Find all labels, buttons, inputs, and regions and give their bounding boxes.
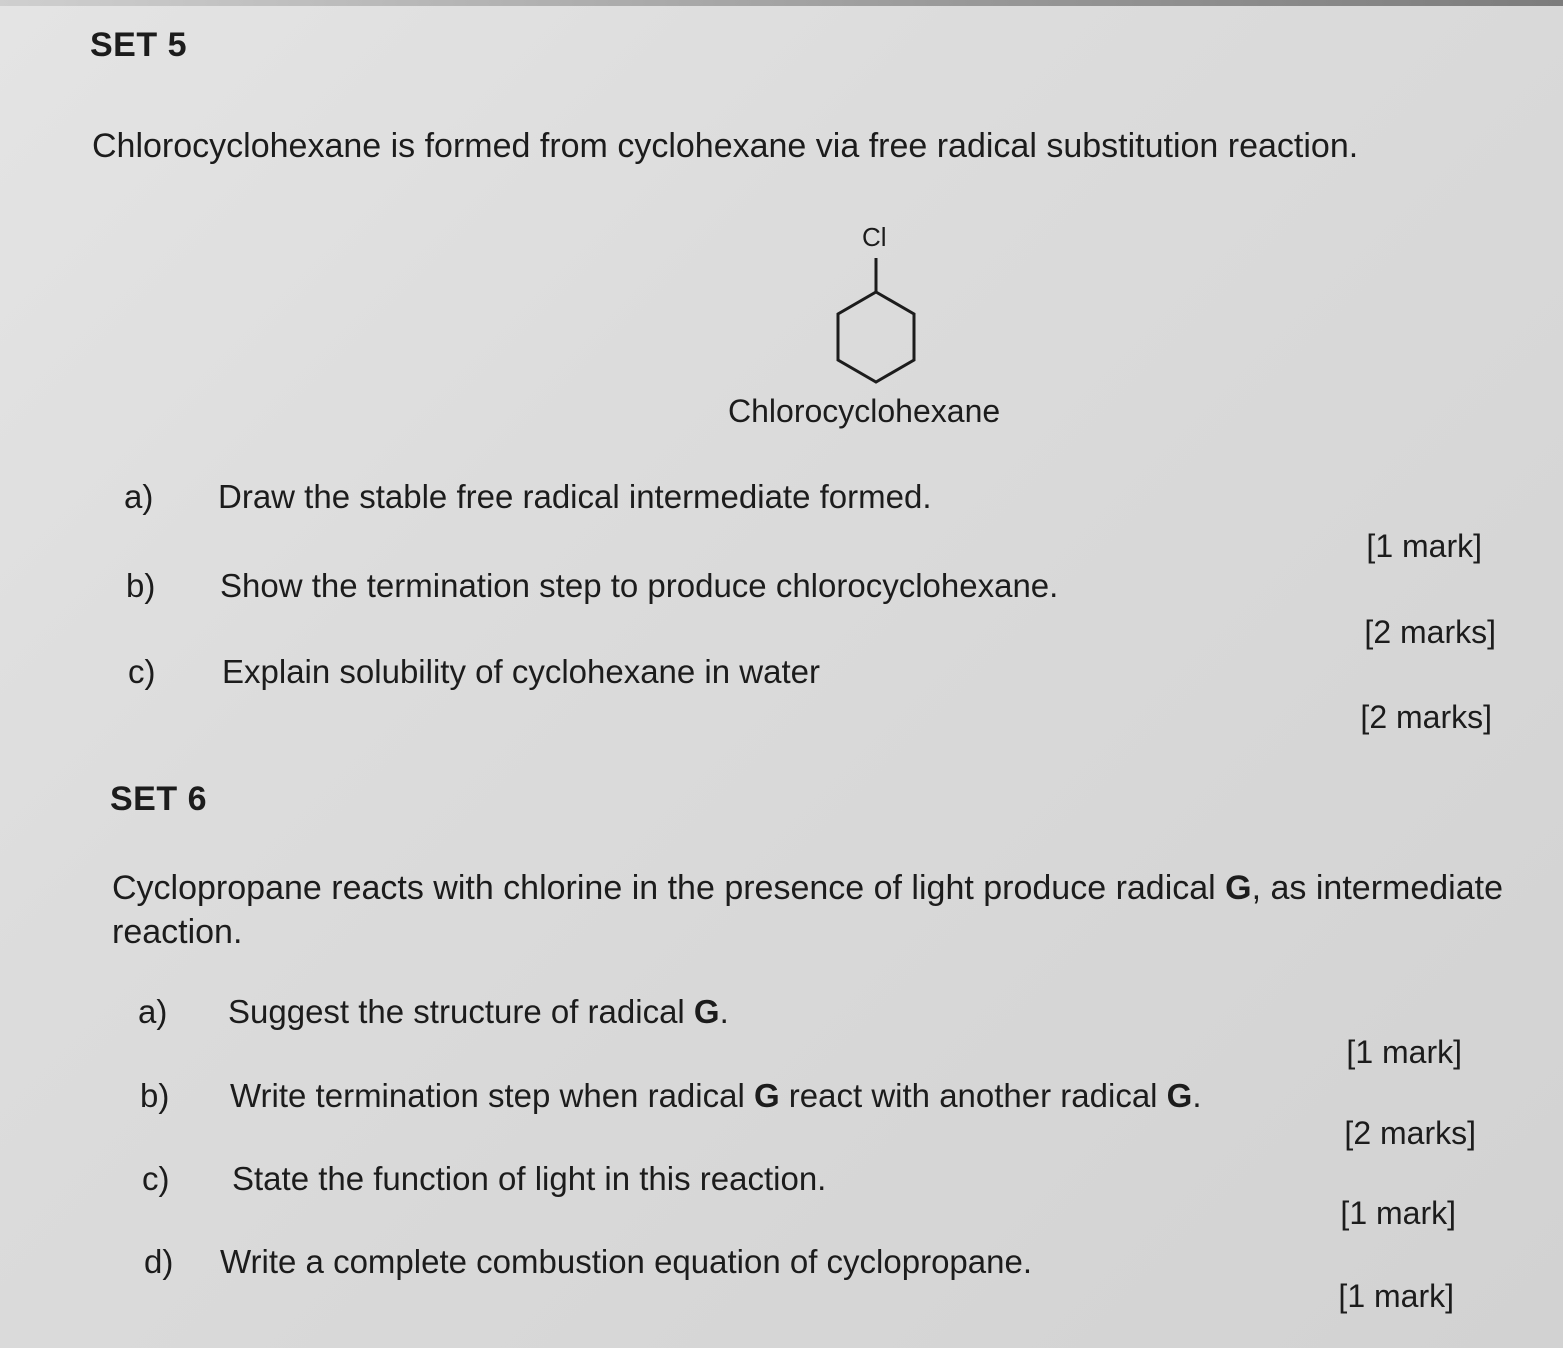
question-text: Suggest the structure of radical G. — [228, 993, 729, 1030]
set5-question-c-marks: [2 marks] — [1360, 699, 1492, 735]
set6-intro-line2: reaction. — [112, 913, 243, 951]
set6-question-c — [142, 1160, 942, 1200]
set5-heading: SET 5 — [90, 26, 187, 64]
question-letter: b) — [140, 1077, 170, 1114]
question-text: State the function of light in this reaction. — [232, 1160, 827, 1197]
question-letter: d) — [144, 1243, 174, 1280]
question-text: Write termination step when radical G react with another radical G. — [230, 1077, 1202, 1114]
set6-question-b — [140, 1077, 1260, 1117]
molecule-name: Chlorocyclohexane — [728, 393, 1001, 429]
set6-question-d — [144, 1243, 1144, 1283]
set5-question-b-marks: [2 marks] — [1364, 614, 1496, 650]
set5-question-c — [128, 653, 928, 693]
question-letter: a) — [124, 478, 154, 515]
set6-question-b-marks: [2 marks] — [1344, 1115, 1476, 1151]
set6-question-c-marks: [1 mark] — [1340, 1195, 1456, 1231]
question-letter: c) — [128, 653, 156, 690]
chlorocyclohexane-structure — [826, 250, 926, 390]
set5-question-a — [124, 478, 1024, 518]
set6-question-a — [138, 993, 938, 1033]
set6-question-a-marks: [1 mark] — [1346, 1034, 1462, 1070]
question-letter: a) — [138, 993, 168, 1030]
question-letter: c) — [142, 1160, 170, 1197]
question-text: Show the termination step to produce chlorocyclohexane. — [220, 567, 1059, 604]
chlorine-label: Cl — [862, 222, 887, 252]
question-text: Draw the stable free radical intermediate formed. — [218, 478, 932, 515]
set6-question-d-marks: [1 mark] — [1338, 1278, 1454, 1314]
set5-question-b — [126, 567, 1126, 607]
set5-intro: Chlorocyclohexane is formed from cyclohexane via free radical substitution reaction. — [92, 127, 1359, 165]
question-letter: b) — [126, 567, 156, 604]
set6-intro-line1: Cyclopropane reacts with chlorine in the presence of light produce radical G, as intermediate — [112, 869, 1503, 907]
set5-question-a-marks: [1 mark] — [1366, 528, 1482, 564]
question-text: Explain solubility of cyclohexane in water — [222, 653, 820, 690]
set6-heading: SET 6 — [110, 780, 207, 818]
cyclohexane-ring — [838, 292, 914, 382]
question-text: Write a complete combustion equation of cyclopropane. — [220, 1243, 1033, 1280]
screen-top-edge — [0, 0, 1563, 6]
